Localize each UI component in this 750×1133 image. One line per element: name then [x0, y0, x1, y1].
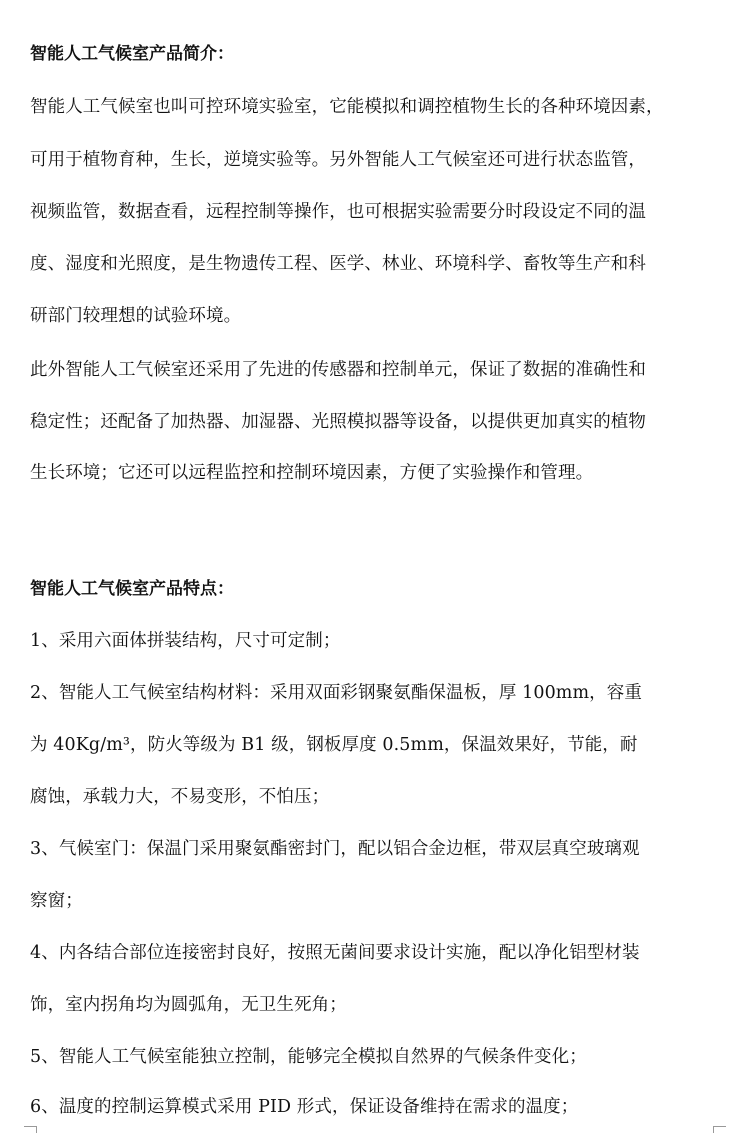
intro-paragraph-line: 生长环境；它还可以远程监控和控制环境因素，方便了实验操作和管理。: [30, 463, 594, 483]
feature-item-1: 1、采用六面体拼装结构，尺寸可定制；: [30, 631, 341, 651]
feature-item-4: 4、内各结合部位连接密封良好，按照无菌间要求设计实施，配以净化铝型材装: [30, 943, 640, 963]
feature-item-2-line: 为 40Kg/m³，防火等级为 B1 级，钢板厚度 0.5mm，保温效果好，节能，耐: [30, 735, 638, 755]
intro-paragraph-line: 此外智能人工气候室还采用了先进的传感器和控制单元，保证了数据的准确性和: [30, 360, 646, 380]
intro-paragraph-line: 度、湿度和光照度，是生物遗传工程、医学、林业、环境科学、畜牧等生产和科: [30, 254, 646, 274]
feature-item-2-line: 腐蚀，承载力大，不易变形，不怕压；: [30, 787, 330, 807]
intro-paragraph-line: 可用于植物育种，生长，逆境实验等。另外智能人工气候室还可进行状态监管，: [30, 150, 646, 170]
feature-item-4-line: 饰，室内拐角均为圆弧角，无卫生死角；: [30, 995, 347, 1015]
feature-item-5: 5、智能人工气候室能独立控制，能够完全模拟自然界的气候条件变化；: [30, 1047, 587, 1067]
intro-paragraph-line: 智能人工气候室也叫可控环境实验室，它能模拟和调控植物生长的各种环境因素，: [30, 97, 664, 117]
intro-paragraph-line: 视频监管，数据查看，远程控制等操作，也可根据实验需要分时段设定不同的温: [30, 202, 646, 222]
feature-item-3: 3、气候室门：保温门采用聚氨酯密封门，配以铝合金边框，带双层真空玻璃观: [30, 839, 640, 859]
section-features-title: 智能人工气候室产品特点：: [30, 579, 234, 599]
feature-item-2: 2、智能人工气候室结构材料：采用双面彩钢聚氨酯保温板，厚 100mm，容重: [30, 683, 642, 703]
intro-paragraph-line: 研部门较理想的试验环境。: [30, 306, 242, 326]
feature-item-3-line: 察窗；: [30, 891, 83, 911]
feature-item-6: 6、温度的控制运算模式采用 PID 形式，保证设备维持在需求的温度；: [30, 1097, 579, 1117]
section-intro-title: 智能人工气候室产品简介：: [30, 44, 234, 64]
intro-paragraph-line: 稳定性；还配备了加热器、加湿器、光照模拟器等设备，以提供更加真实的植物: [30, 412, 646, 432]
